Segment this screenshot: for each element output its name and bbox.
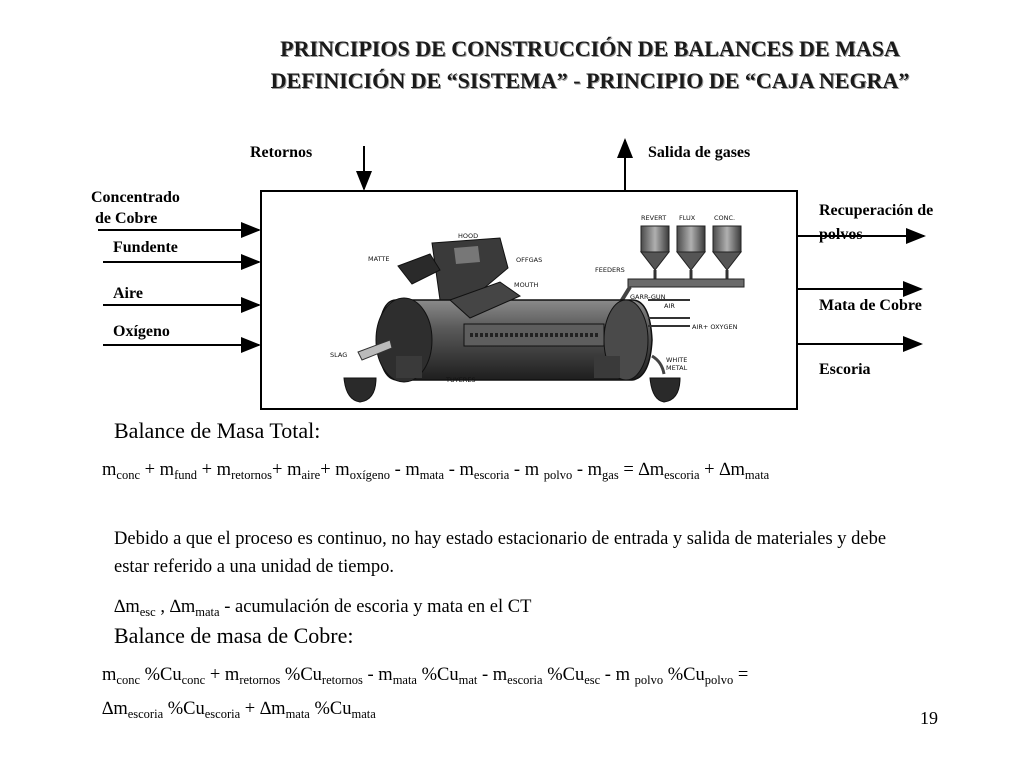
label-fundente: Fundente	[113, 239, 178, 256]
equation-balance-cobre-line-1: $m_{conc}$ $\%Cu_{conc} + m_{retornos}$ $\%Cu_{retornos} - m_{mata}$ $\%Cu_{mat} - m_{escoria}$ $\%Cu_{esc}$ - m $_{polvo}$ $\%Cu_{polvo}$ =	[102, 665, 749, 687]
label-flux: FLUX	[679, 214, 696, 222]
label-polvos: polvos	[819, 226, 863, 243]
label-matte: MATTE	[368, 255, 390, 263]
accumulation-note: $\Delta m_{esc}$ , $\Delta m_{mata}$ - acumulación de escoria y mata en el CT	[114, 597, 532, 619]
label-retornos: Retornos	[250, 144, 313, 161]
label-mouth: MOUTH	[514, 281, 539, 289]
page-title-line-2: DEFINICIÓN DE “SISTEMA” - PRINCIPIO DE “CAJA NEGRA”	[270, 68, 910, 93]
label-slag: SLAG	[330, 351, 348, 359]
label-conc: CONC.	[714, 214, 736, 222]
label-air: AIR	[664, 302, 675, 310]
label-tuyeres: TUYERES	[446, 376, 476, 384]
label-recuperacion: Recuperación de	[819, 202, 934, 219]
label-offgas: OFFGAS	[516, 256, 543, 264]
label-salida-gases: Salida de gases	[648, 144, 751, 161]
equation-balance-total: $m_{conc} + m_{fund} + m_{retornos}+ m_{aire}+ m_{oxígeno} - m_{mata} - m_{escoria} - m$ $_{polvo} - m_{gas} = \Delta m_{escoria} + \Delta m_{mata}$	[102, 460, 770, 482]
converter-illustration	[344, 226, 744, 402]
heading-balance-cobre: Balance de masa de Cobre:	[114, 623, 354, 648]
equation-balance-cobre-line-2: $\Delta m_{escoria}$ $\%Cu_{escoria} + \Delta m_{mata}$ $\%Cu_{mata}$	[102, 699, 376, 721]
label-metal: METAL	[666, 364, 688, 372]
page-title-line-1: PRINCIPIOS DE CONSTRUCCIÓN DE BALANCES DE MASA	[280, 36, 900, 61]
label-aire: Aire	[113, 285, 143, 302]
heading-balance-total: Balance de Masa Total:	[114, 418, 321, 443]
slag-ladle	[344, 378, 376, 402]
label-feeders: FEEDERS	[595, 266, 625, 274]
label-white: WHITE	[666, 356, 688, 364]
page-number: 19	[920, 708, 938, 728]
label-hood: HOOD	[458, 232, 479, 240]
white-metal-ladle	[650, 378, 680, 402]
label-revert: REVERT	[641, 214, 667, 222]
label-mata-cobre: Mata de Cobre	[819, 297, 922, 314]
label-concentrado: Concentrado	[91, 189, 180, 206]
label-air-oxygen: AIR+ OXYGEN	[692, 323, 738, 331]
label-de-cobre: de Cobre	[95, 210, 158, 227]
label-oxigeno: Oxígeno	[113, 323, 170, 340]
label-escoria: Escoria	[819, 361, 871, 378]
label-garr-gun: GARR-GUN	[630, 293, 666, 301]
explanation-paragraph: Debido a que el proceso es continuo, no hay estado estacionario de entrada y salida de materiales y debe estar referido a una unidad de tiempo.	[114, 529, 887, 577]
